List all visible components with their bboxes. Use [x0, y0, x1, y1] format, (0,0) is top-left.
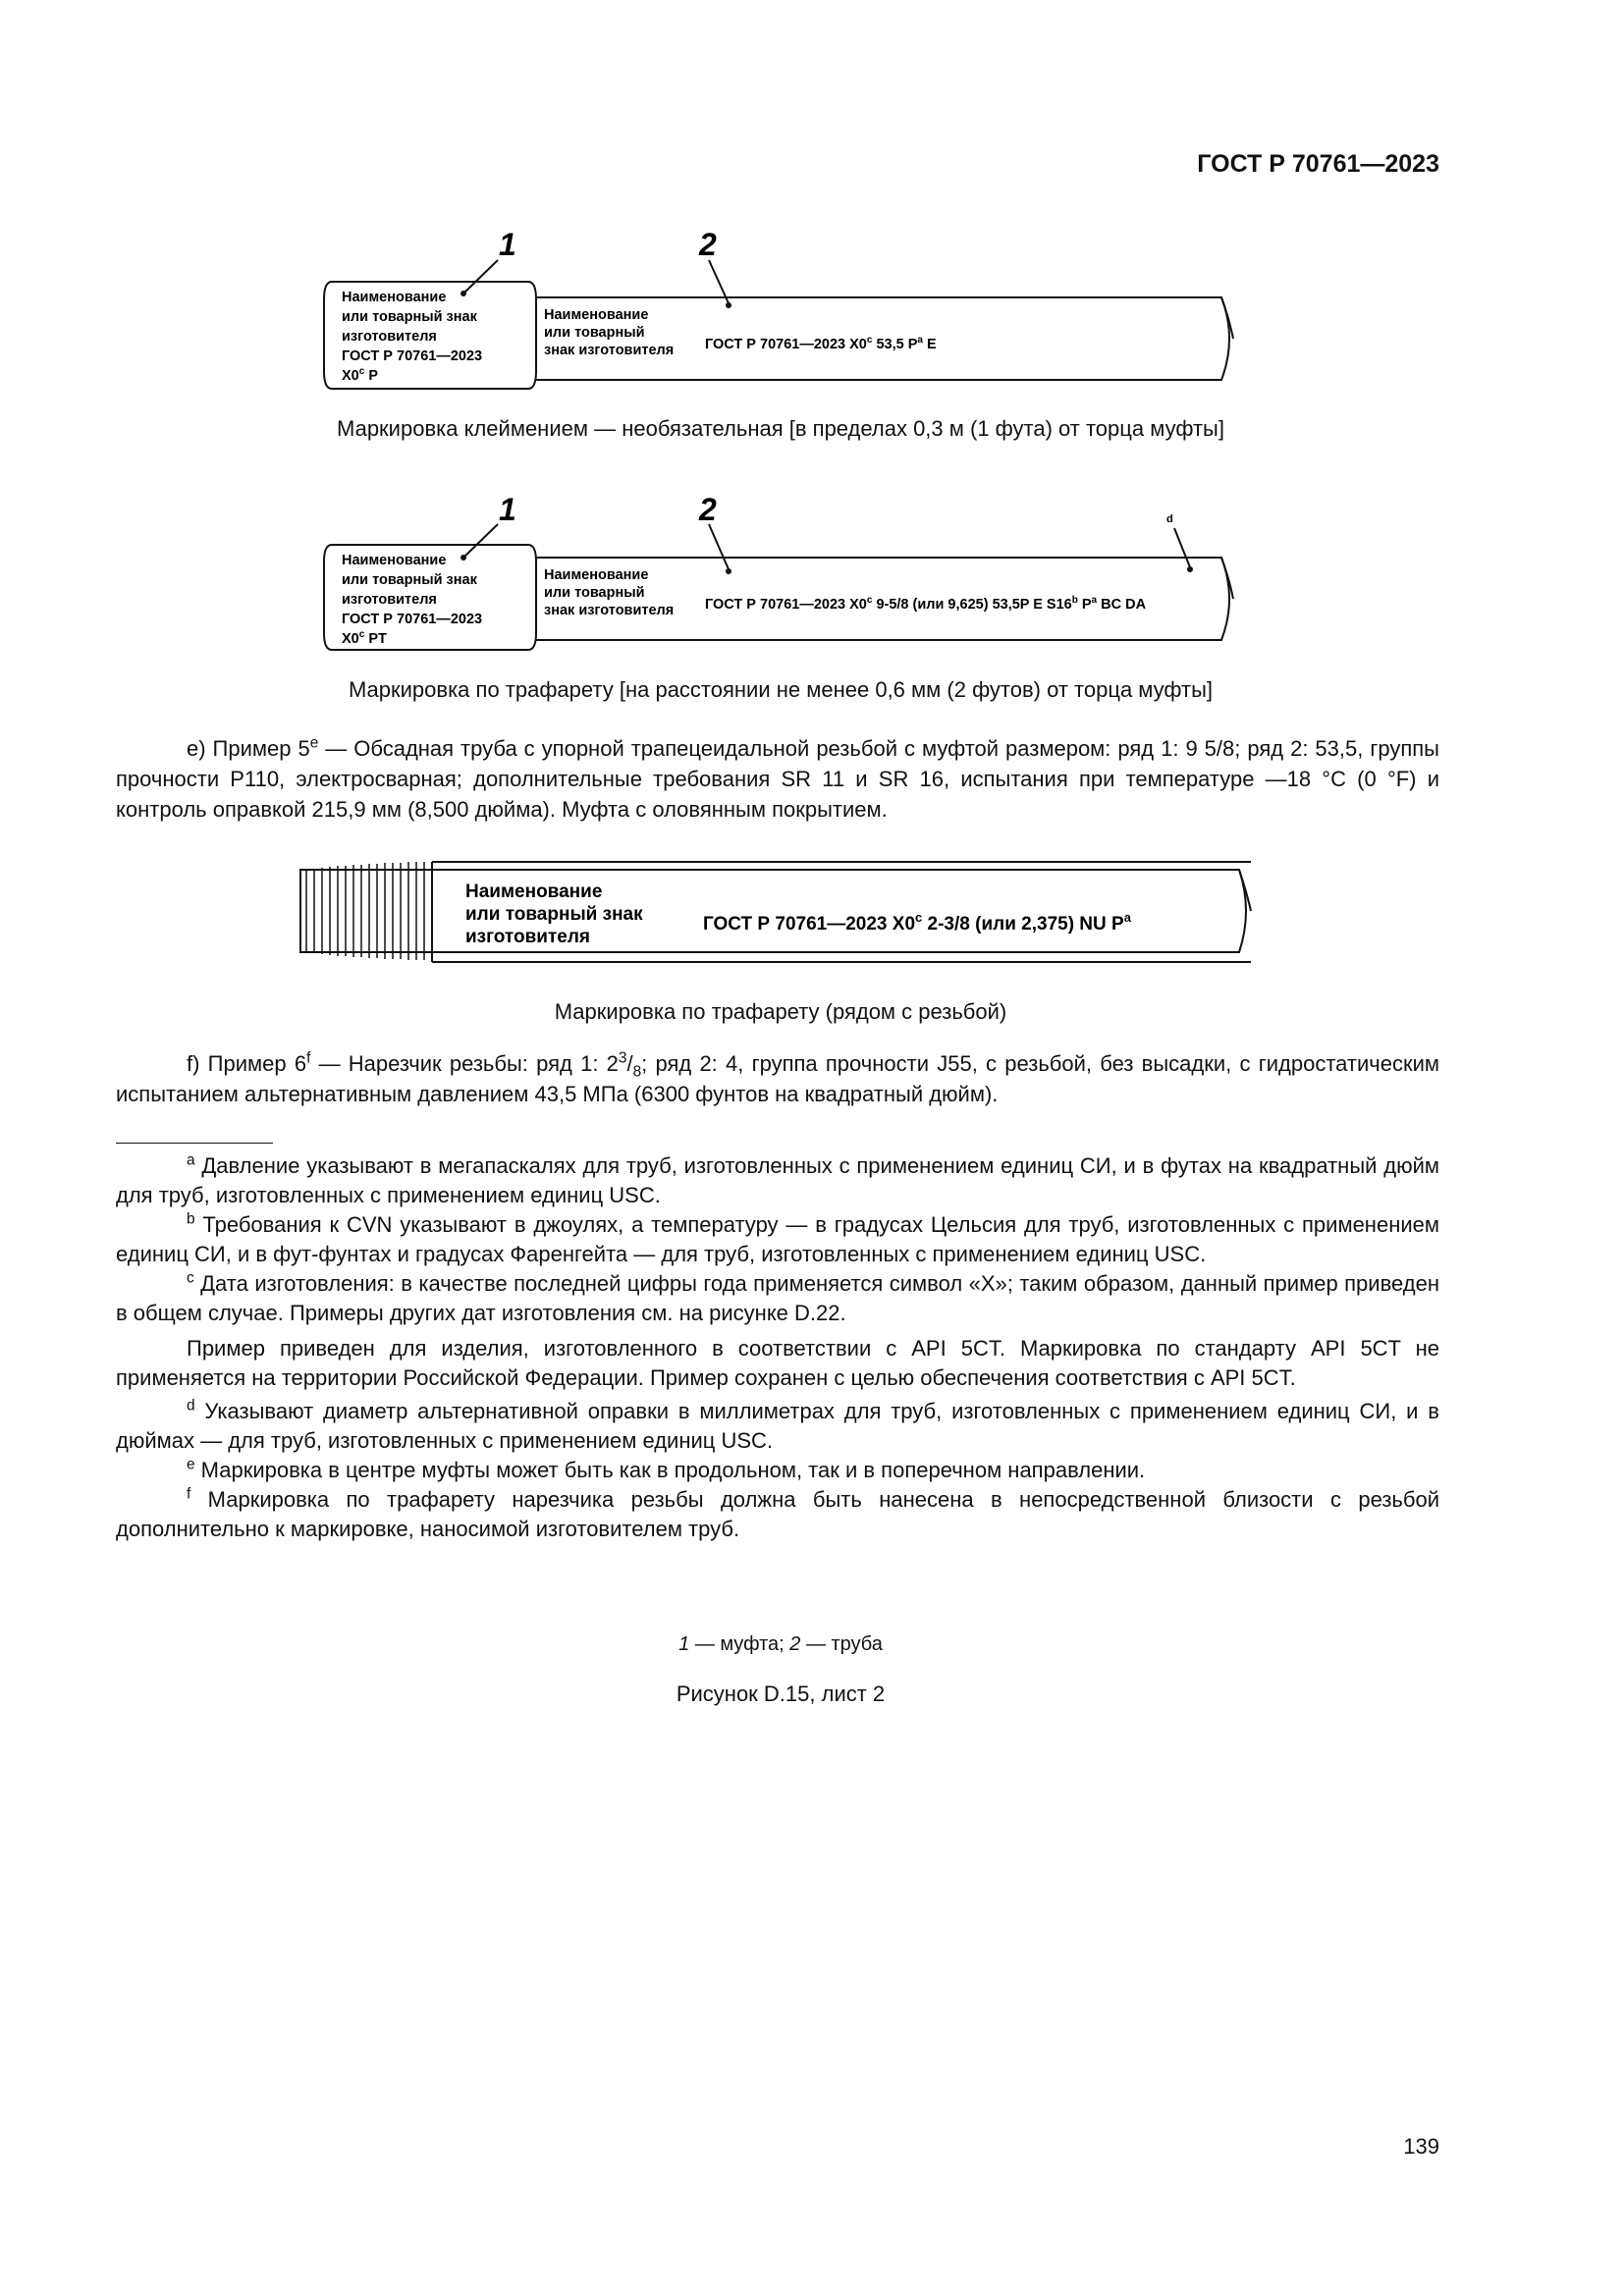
pipe-outline [300, 870, 1246, 952]
name-line-2: или товарный знак [465, 904, 643, 925]
figure-title: Рисунок D.15, лист 2 [676, 1682, 886, 1706]
coupling-line-2: или товарный знак [342, 309, 477, 325]
figure-1-caption: Маркировка клеймением — необязательная [в пределах 0,3 м (1 фута) от торца муфты] [337, 416, 1224, 441]
footnote-f: $^f$ Маркировка по трафарету нарезчика резьбы должна быть нанесена в непосредственной близости с резьбой дополнительно к маркировке, наносимой изготовителем труб. [116, 1485, 1439, 1541]
label-2: 2 [699, 492, 717, 527]
pipe-line-1: Наименование [544, 307, 649, 323]
leader-line-d [1174, 528, 1190, 567]
footnote-note: Пример приведен для изделия, изготовленного в соответствии с API 5CT. Маркировка по стандарту API 5CT не применяется на территории Российской Федерации. Пример сохранен с целью обеспечения соответствия с API 5CT. [116, 1336, 1439, 1390]
footnote-a: $^a$ Давление указывают в мегапаскалях для труб, изготовленных с применением единиц СИ, и в футах на квадратный дюйм для труб, изготовленных с применением единиц USC. [116, 1151, 1439, 1207]
figure-1 [0, 221, 1624, 398]
footnote-b: $^b$ Требования к CVN указывают в джоулях, а температуру — в градусах Цельсия для труб, изготовленных с применением единиц СИ, и в фут-фунтах и градусах Фаренгейта — для труб, изготовленных с применением единиц USC. [116, 1210, 1439, 1266]
footnote-separator [116, 1143, 273, 1144]
pipe-marking: ГОСТ Р 70761—2023 X0$^c$ 53,5 $P^a$ E [705, 335, 937, 352]
pipe-end-edge [1221, 558, 1233, 599]
name-line-3: изготовителя [465, 927, 590, 947]
leader-line-1 [463, 260, 498, 294]
leader-dot-2 [726, 568, 731, 574]
pipe-marking: ГОСТ Р 70761—2023 X0$^c$ 2-3/8 (или 2,375) NU $P^a$ [703, 910, 1131, 934]
example-6-paragraph: f) Пример 6$^f$ — Нарезчик резьбы: ряд 1: $2^3/_8$; ряд 2: 4, группа прочности J55, с резьбой, без высадки, с гидростатическим испытанием альтернативным давлением 43,5 МПа (6300 фунтов на квадратный дюйм). [116, 1049, 1439, 1106]
figure-2-caption: Маркировка по трафарету [на расстоянии не менее 0,6 мм (2 футов) от торца муфты] [348, 677, 1214, 702]
figure-2-drawing [0, 481, 1624, 658]
coupling-line-3: изготовителя [342, 329, 437, 345]
pipe-line-1: Наименование [544, 567, 649, 583]
name-line-1: Наименование [465, 881, 603, 902]
pipe-end-edge [1221, 297, 1233, 339]
figure-3-caption: Маркировка по трафарету (рядом с резьбой) [554, 999, 1007, 1024]
figure-legend: 1 — муфта; 2 — труба [678, 1633, 883, 1655]
leader-line-1 [463, 524, 498, 558]
coupling-line-1: Наименование [342, 553, 447, 568]
leader-line-2 [709, 524, 729, 569]
label-d: d [1166, 513, 1173, 525]
footnote-c: $^c$ Дата изготовления: в качестве последней цифры года применяется символ «X»; таким образом, данный пример приведен в общем случае. Примеры других дат изготовления см. на рисунке D.22. [116, 1269, 1439, 1325]
coupling-line-1: Наименование [342, 290, 447, 305]
leader-dot-1 [460, 555, 466, 561]
coupling-line-4: ГОСТ Р 70761—2023 [342, 612, 483, 627]
page-number: 139 [1403, 2134, 1439, 2159]
pipe-marking: ГОСТ Р 70761—2023 X0$^c$ 9-5/8 (или 9,625) 53,5P E S16$^b$ $P^a$ BC DA [705, 595, 1147, 613]
thread-lines [306, 862, 424, 960]
footnotes [116, 1151, 1439, 1544]
figure-2 [0, 481, 1624, 658]
coupling-line-5: X0$^c$ P [342, 366, 379, 384]
figure-1-drawing [0, 221, 1624, 398]
coupling-line-4: ГОСТ Р 70761—2023 [342, 348, 483, 364]
figure-3 [0, 854, 1624, 982]
leader-dot-2 [726, 302, 731, 308]
leader-dot-1 [460, 291, 466, 296]
document-id: ГОСТ Р 70761—2023 [1197, 150, 1439, 178]
pipe-line-3: знак изготовителя [544, 603, 675, 618]
footnote-e: $^e$ Маркировка в центре муфты может быть как в продольном, так и в поперечном направлении. [187, 1456, 1146, 1482]
label-2: 2 [699, 227, 717, 262]
leader-dot-d [1187, 566, 1193, 572]
coupling-line-5: X0$^c$ PT [342, 629, 387, 647]
coupling-line-2: или товарный знак [342, 572, 477, 588]
pipe-line-2: или товарный [544, 325, 645, 341]
label-1: 1 [499, 227, 516, 262]
figure-3-drawing [0, 854, 1624, 982]
example-5-paragraph: е) Пример 5e — Обсадная труба с упорной трапецеидальной резьбой с муфтой размером: ряд 1: 9 5/8; ряд 2: 53,5, группы прочности P110, электросварная; дополнительные требования SR 11 и SR 16, испытания при температуре —18 °C (0 °F) и контроль оправкой 215,9 мм (8,500 дюйма). Муфта с оловянным покрытием. [116, 734, 1439, 822]
coupling-line-3: изготовителя [342, 592, 437, 608]
footnote-d: $^d$ Указывают диаметр альтернативной оправки в миллиметрах для труб, изготовленных с применением единиц СИ, и в дюймах — для труб, изготовленных с применением единиц USC. [116, 1397, 1439, 1453]
pipe-line-3: знак изготовителя [544, 343, 675, 358]
pipe-line-2: или товарный [544, 585, 645, 601]
label-1: 1 [499, 492, 516, 527]
